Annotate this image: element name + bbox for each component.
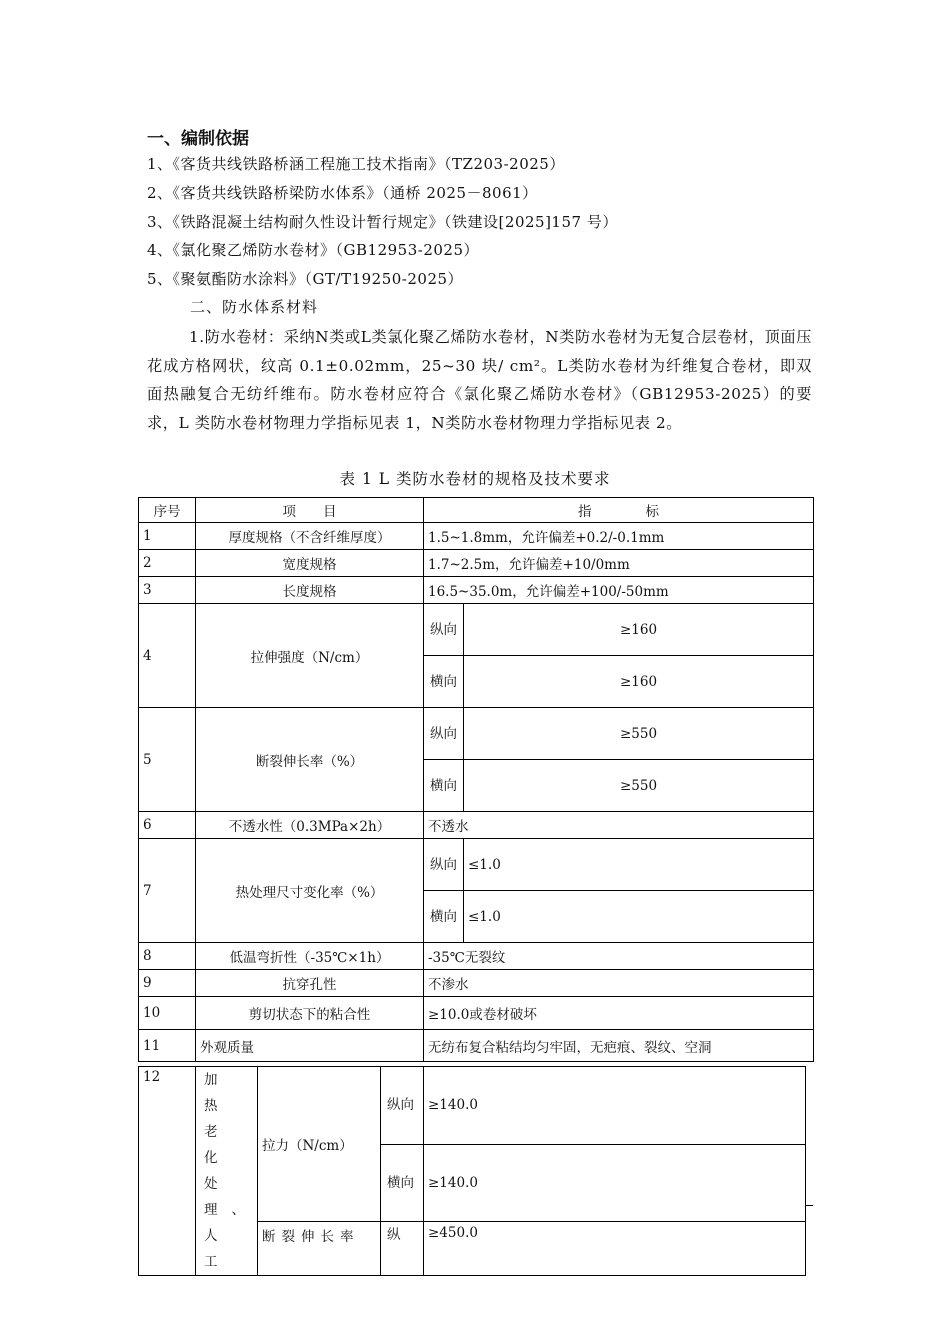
row-value: ≥550 — [464, 760, 814, 812]
section-heading-basis: 一、编制依据 — [147, 129, 249, 149]
row-value: ≥160 — [464, 604, 814, 656]
table-row — [139, 550, 814, 577]
row-no: 12 — [139, 1067, 196, 1276]
direction-transverse: 横向 — [381, 1144, 424, 1222]
reference-item-5: 5、《聚氨酯防水涂料》（GT/T19250-2025） — [147, 270, 464, 288]
row-no: 4 — [139, 604, 196, 708]
row-item: 抗穿孔性 — [196, 970, 424, 997]
row-no: 10 — [139, 997, 196, 1030]
row-item: 断裂伸长率（%） — [196, 708, 424, 812]
row-value: ≥10.0或卷材破坏 — [424, 997, 814, 1030]
direction-transverse: 横向 — [424, 891, 464, 943]
row-no: 8 — [139, 943, 196, 970]
row-value: 不透水 — [424, 812, 814, 839]
row-no: 11 — [139, 1030, 196, 1062]
row-value: ≥550 — [464, 708, 814, 760]
direction-transverse: 横向 — [424, 656, 464, 708]
row-item: 厚度规格（不含纤维厚度） — [196, 523, 424, 550]
table-row — [139, 523, 814, 550]
header-index: 指 标 — [424, 498, 814, 523]
table-row — [139, 943, 814, 970]
row-no: 7 — [139, 839, 196, 943]
row-value: 1.5~1.8mm，允许偏差+0.2/-0.1mm — [424, 523, 814, 550]
row-item: 热处理尺寸变化率（%） — [196, 839, 424, 943]
table-row — [139, 970, 814, 997]
row-value: ≥140.0 — [424, 1144, 806, 1222]
row-subitem: 拉力（N/cm） — [258, 1067, 381, 1222]
table-row — [139, 1067, 806, 1145]
direction-longitudinal: 纵向 — [381, 1067, 424, 1145]
row-item: 长度规格 — [196, 577, 424, 604]
row-value: ≥140.0 — [424, 1067, 806, 1145]
table-row — [139, 839, 814, 891]
table-caption: 表 1 L 类防水卷材的规格及技术要求 — [339, 470, 611, 488]
row-subitem: 断裂伸长率 — [258, 1222, 381, 1276]
row-no: 2 — [139, 550, 196, 577]
row-item: 拉伸强度（N/cm） — [196, 604, 424, 708]
direction-transverse: 横向 — [424, 760, 464, 812]
table-row — [139, 1030, 814, 1062]
reference-item-3: 3、《铁路混凝土结构耐久性设计暂行规定》（铁建设[2025]157 号） — [147, 213, 618, 231]
table-header-row — [139, 498, 814, 523]
section-heading-materials: 二、防水体系材料 — [190, 298, 319, 316]
row-item: 不透水性（0.3MPa×2h） — [196, 812, 424, 839]
row-value: -35℃无裂纹 — [424, 943, 814, 970]
reference-item-2: 2、《客货共线铁路桥梁防水体系》（通桥 2025－8061） — [147, 184, 538, 202]
table-row — [139, 604, 814, 656]
table-row — [139, 997, 814, 1030]
spec-table — [138, 497, 814, 1062]
row-value: 1.7~2.5m，允许偏差+10/0mm — [424, 550, 814, 577]
reference-item-1: 1、《客货共线铁路桥涵工程施工技术指南》（TZ203-2025） — [147, 155, 565, 173]
row-value: 16.5~35.0m，允许偏差+100/-50mm — [424, 577, 814, 604]
table-edge-mark — [805, 1205, 813, 1206]
row-value: ≤1.0 — [464, 891, 814, 943]
row-no: 9 — [139, 970, 196, 997]
row-item: 剪切状态下的粘合性 — [196, 997, 424, 1030]
row-no: 5 — [139, 708, 196, 812]
table-row — [139, 577, 814, 604]
row-value: 无纺布复合粘结均匀牢固，无疤痕、裂纹、空洞 — [424, 1030, 814, 1062]
table-row — [139, 708, 814, 760]
body-paragraph: 1.防水卷材：采纳N类或L类氯化聚乙烯防水卷材，N类防水卷材为无复合层卷材，顶面压花成方格网状，纹高 0.1±0.02mm，25~30 块/ cm²。L类防水卷材为纤维复合卷材，即双面热融复合无纺纤维布。防水卷材应符合《氯化聚乙烯防水卷材》（GB12953-2025）的要求，L 类防水卷材物理力学指标见表 1，N类防水卷材物理力学指标见表 2。 — [147, 328, 812, 432]
header-item: 项 目 — [196, 498, 424, 523]
row-no: 1 — [139, 523, 196, 550]
row-value: ≥160 — [464, 656, 814, 708]
row-item: 宽度规格 — [196, 550, 424, 577]
spec-table-continued — [138, 1066, 806, 1276]
header-no: 序号 — [139, 498, 196, 523]
row-no: 3 — [139, 577, 196, 604]
row-group: 加热老化处理、人工 — [196, 1067, 258, 1276]
direction-longitudinal: 纵向 — [424, 604, 464, 656]
row-item: 外观质量 — [196, 1030, 424, 1062]
row-value: ≥450.0 — [424, 1222, 806, 1276]
direction-longitudinal: 纵 — [381, 1222, 424, 1276]
row-no: 6 — [139, 812, 196, 839]
table-row — [139, 812, 814, 839]
row-value: 不渗水 — [424, 970, 814, 997]
row-value: ≤1.0 — [464, 839, 814, 891]
direction-longitudinal: 纵向 — [424, 839, 464, 891]
direction-longitudinal: 纵向 — [424, 708, 464, 760]
reference-item-4: 4、《氯化聚乙烯防水卷材》（GB12953-2025） — [147, 241, 480, 259]
row-item: 低温弯折性（-35℃×1h） — [196, 943, 424, 970]
